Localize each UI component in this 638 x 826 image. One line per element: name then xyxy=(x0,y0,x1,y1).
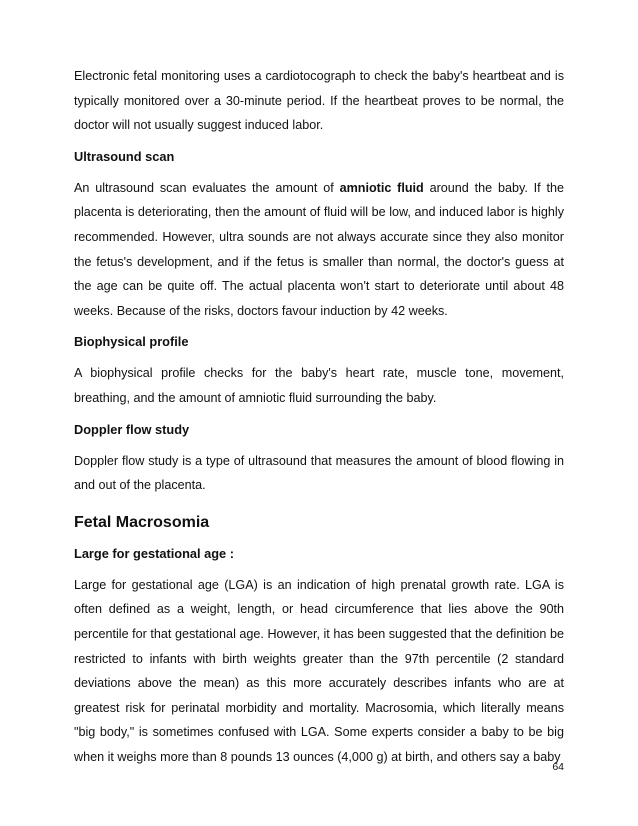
heading-large-for-gestational-age: Large for gestational age : xyxy=(74,545,234,561)
ultrasound-text-start: An ultrasound scan evaluates the amount of xyxy=(74,180,340,195)
heading-ultrasound-scan: Ultrasound scan xyxy=(74,148,175,164)
section-title-fetal-macrosomia: Fetal Macrosomia xyxy=(74,513,210,531)
paragraph-large-for-gestational-age: Large for gestational age (LGA) is an indication of high prenatal growth rate. LGA is often defined as a weight, length, or head circumference that lies above the 90th percentile for that gestational age. However, it has been suggested that the definition be restricted to infants with birth weights greater than the 97th percentile (2 standard deviations above the mean) as this more accurately describes infants who are at greatest risk for perinatal morbidity and mortality. Macrosomia, which literally means "big body," is sometimes confused with LGA. Some experts consider a baby to be big when it weighs more than 8 pounds 13 ounces (4,000 g) at birth, and others say a baby xyxy=(74,577,564,764)
heading-doppler-flow-study: Doppler flow study xyxy=(74,421,190,437)
paragraph-electronic-fetal-monitoring: Electronic fetal monitoring uses a cardiotocograph to check the baby's heartbeat and is typically monitored over a 30-minute period. If the heartbeat proves to be normal, the doctor will not usually suggest induced labor. xyxy=(74,69,564,133)
paragraph-ultrasound-scan xyxy=(74,176,564,324)
ultrasound-text-end: around the baby. If the placenta is deteriorating, then the amount of fluid will be low, and induced labor is highly recommended. However, ultra sounds are not always accurate since they also monitor the fetus's development, and if the fetus is smaller than normal, the doctor's guess at the age can be quite off. The actual placenta won't start to deteriorate until about 48 weeks. Because of the risks, doctors favour induction by 42 weeks. xyxy=(74,180,565,318)
page-number: 64 xyxy=(552,761,564,773)
heading-biophysical-profile: Biophysical profile xyxy=(74,334,189,350)
amniotic-fluid-term: amniotic fluid xyxy=(339,180,424,195)
paragraph-biophysical-profile: A biophysical profile checks for the baby's heart rate, muscle tone, movement, breathing, and the amount of amniotic fluid surrounding the baby. xyxy=(74,366,564,405)
page-content xyxy=(74,64,564,769)
paragraph-doppler-flow-study: Doppler flow study is a type of ultrasound that measures the amount of blood flowing in and out of the placenta. xyxy=(74,453,564,493)
